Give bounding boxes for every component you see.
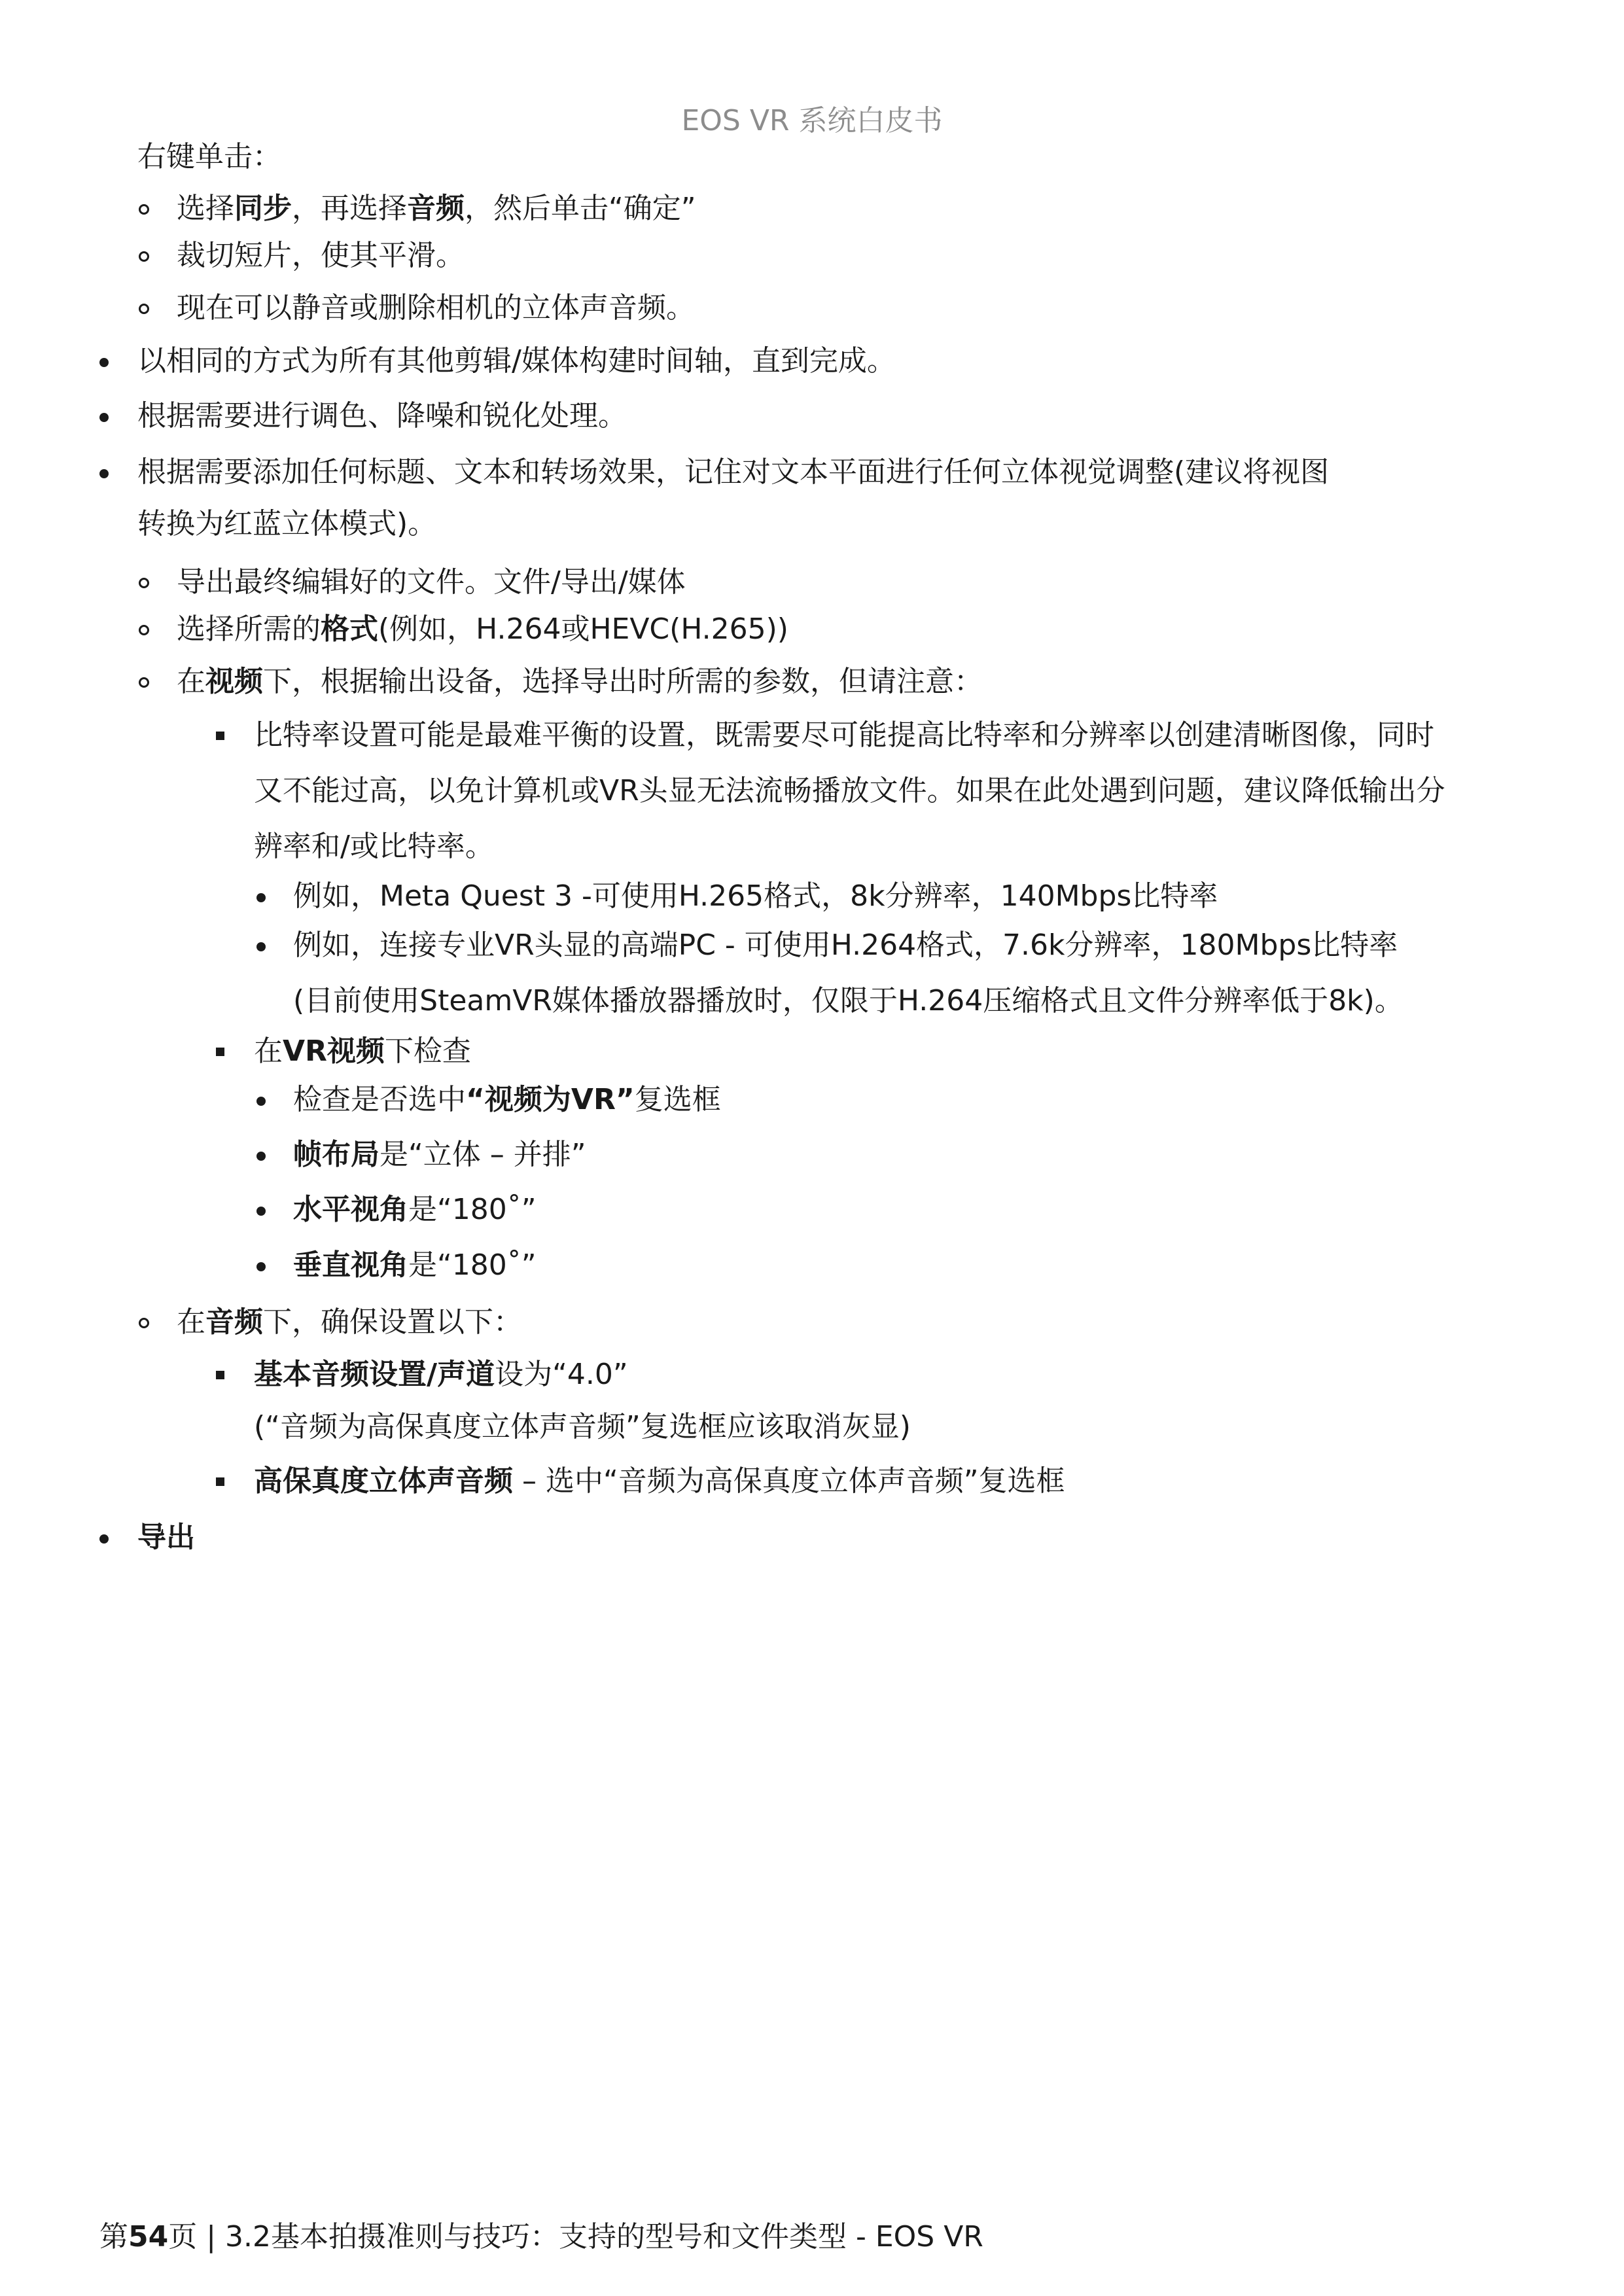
- list-item-continuation: (目前使用SteamVR媒体播放器播放时，仅限于H.264压缩格式且文件分辨率低于8k)。: [293, 984, 1403, 1017]
- list-item: 导出最终编辑好的文件。文件/导出/媒体: [177, 565, 686, 599]
- bullet-icon: [256, 1097, 266, 1106]
- square-bullet-icon: [216, 1371, 224, 1379]
- list-item: 检查是否选中“视频为VR”复选框: [293, 1083, 721, 1116]
- bullet-icon: [99, 469, 109, 478]
- list-item: 帧布局是“立体 – 并排”: [293, 1138, 586, 1171]
- square-bullet-icon: [216, 1048, 224, 1056]
- square-bullet-icon: [216, 732, 224, 740]
- hollow-bullet-icon: [139, 578, 149, 588]
- list-item: 高保真度立体声音频 – 选中“音频为高保真度立体声音频”复选框: [254, 1464, 1065, 1498]
- list-item-continuation: 又不能过高，以免计算机或VR头显无法流畅播放文件。如果在此处遇到问题，建议降低输出分: [254, 774, 1445, 807]
- list-item-continuation: 辨率和/或比特率。: [254, 830, 494, 863]
- hollow-bullet-icon: [139, 251, 149, 262]
- list-item: 例如，Meta Quest 3 -可使用H.265格式，8k分辨率，140Mbps比特率: [293, 879, 1218, 913]
- list-item: 在视频下，根据输出设备，选择导出时所需的参数，但请注意：: [177, 665, 983, 698]
- page-footer: 第54页 | 3.2基本拍摄准则与技巧：支持的型号和文件类型 - EOS VR: [99, 2220, 983, 2253]
- bullet-icon: [99, 1534, 109, 1544]
- list-item: 垂直视角是“180˚”: [293, 1248, 537, 1282]
- bullet-icon: [256, 893, 266, 902]
- page-header: EOS VR 系统白皮书: [681, 104, 943, 137]
- list-item: 在VR视频下检查: [254, 1034, 471, 1068]
- list-item: 现在可以静音或删除相机的立体声音频。: [177, 291, 695, 325]
- list-item-continuation: 转换为红蓝立体模式)。: [137, 507, 437, 540]
- list-item: 导出: [137, 1521, 195, 1554]
- bullet-icon: [256, 1207, 266, 1216]
- list-item-continuation: (“音频为高保真度立体声音频”复选框应该取消灰显): [254, 1410, 911, 1443]
- hollow-bullet-icon: [139, 304, 149, 314]
- bullet-icon: [99, 358, 109, 367]
- text-line: 右键单击：: [137, 140, 281, 173]
- square-bullet-icon: [216, 1477, 224, 1486]
- list-item: 以相同的方式为所有其他剪辑/媒体构建时间轴，直到完成。: [137, 344, 896, 378]
- hollow-bullet-icon: [139, 1318, 149, 1328]
- list-item: 在音频下，确保设置以下：: [177, 1305, 522, 1339]
- list-item: 选择同步，再选择音频，然后单击“确定”: [177, 192, 696, 225]
- bullet-icon: [256, 1152, 266, 1161]
- list-item: 根据需要进行调色、降噪和锐化处理。: [137, 399, 627, 433]
- list-item: 水平视角是“180˚”: [293, 1193, 537, 1226]
- hollow-bullet-icon: [139, 625, 149, 635]
- hollow-bullet-icon: [139, 677, 149, 688]
- bullet-icon: [256, 942, 266, 951]
- list-item: 选择所需的格式(例如，H.264或HEVC(H.265)): [177, 612, 788, 646]
- bullet-icon: [99, 413, 109, 422]
- list-item: 例如，连接专业VR头显的高端PC - 可使用H.264格式，7.6k分辨率，180Mbps比特率: [293, 928, 1398, 962]
- list-item: 裁切短片，使其平滑。: [177, 239, 465, 272]
- list-item: 根据需要添加任何标题、文本和转场效果，记住对文本平面进行任何立体视觉调整(建议将视图: [137, 455, 1330, 489]
- list-item: 比特率设置可能是最难平衡的设置，既需要尽可能提高比特率和分辨率以创建清晰图像，同时: [254, 718, 1434, 752]
- hollow-bullet-icon: [139, 204, 149, 215]
- bullet-icon: [256, 1262, 266, 1271]
- list-item: 基本音频设置/声道设为“4.0”: [254, 1358, 628, 1391]
